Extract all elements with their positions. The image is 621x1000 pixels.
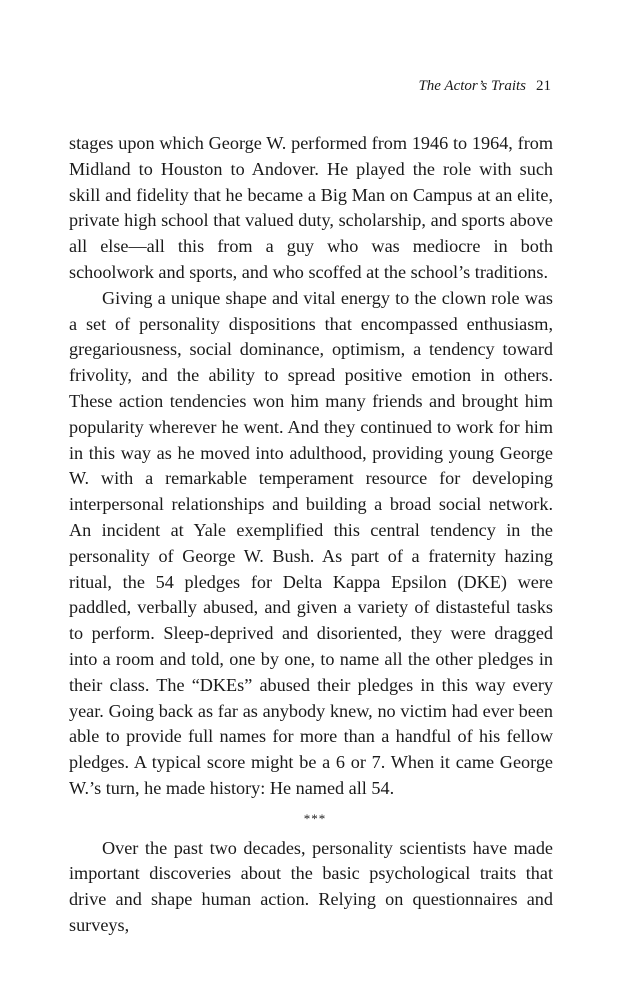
running-header (418, 76, 551, 96)
page-number: 21 (536, 78, 551, 94)
running-title: The Actor’s Traits (418, 78, 526, 94)
paragraph-continued: stages upon which George W. performed from 1946 to 1964, from Midland to Houston to Andover. He played the role with such skill and fidelity that he became a Big Man on Campus at an elite, private high school that valued duty, scholarship, and sports above all else—all this from a guy who was mediocre in both schoolwork and sports, and who scoffed at the school’s traditions. (69, 133, 553, 282)
paragraph: Giving a unique shape and vital energy to the clown role was a set of personality dispositions that encompassed enthusiasm, gregariousness, social dominance, optimism, a tendency toward frivolity, and the ability to spread positive emotion in others. These action tendencies won him many friends and brought him popularity wherever he went. And they continued to work for him in this way as he moved into adulthood, providing young George W. with a remarkable temperament resource for developing interpersonal relationships and building a broad social network. An incident at Yale exemplified this central tendency in the personality of George W. Bush. As part of a fraternity hazing ritual, the 54 pledges for Delta Kappa Epsilon (DKE) were paddled, verbally abused, and given a variety of distasteful tasks to perform. Sleep-deprived and disoriented, they were dragged into a room and told, one by one, to name all the other pledges in their class. The “DKEs” abused their pledges in this way every year. Going back as far as anybody knew, no victim had ever been able to provide full names for more than a handful of his fellow pledges. A typical score might be a 6 or 7. When it came George W.’s turn, he made history: He named all 54. (69, 287, 553, 798)
paragraph: Over the past two decades, personality scientists have made important discoveries about the basic psychological traits that drive and shape human action. Relying on questionnaires and surveys, (69, 837, 553, 935)
body-text (69, 131, 553, 939)
section-break-ornament: *** (303, 810, 327, 826)
